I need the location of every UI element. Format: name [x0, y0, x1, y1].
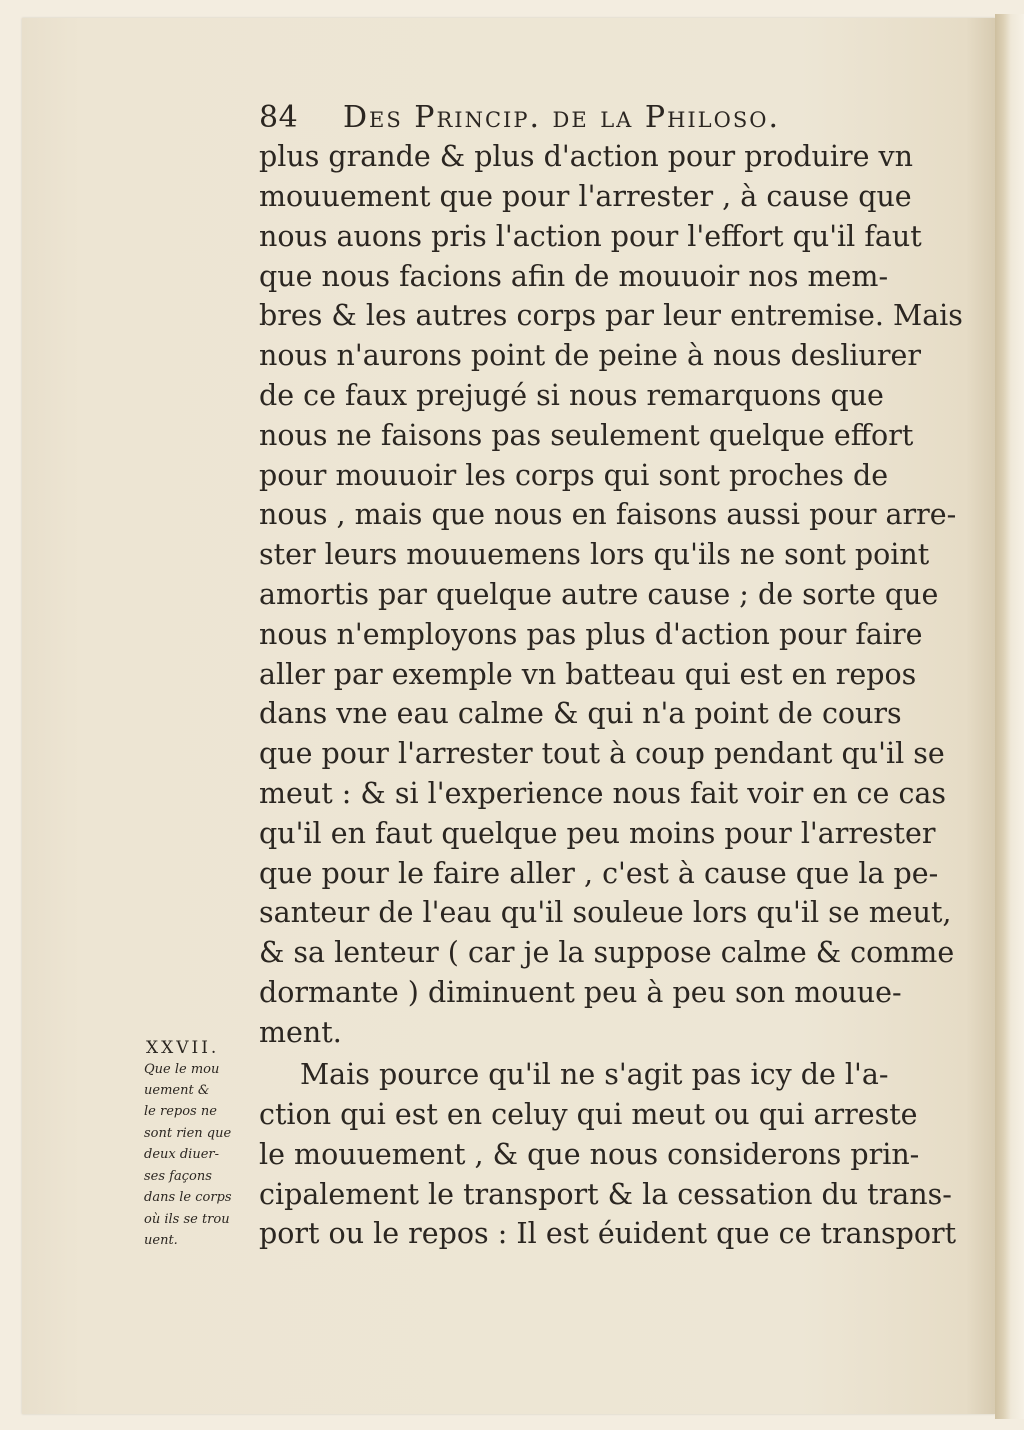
text-line: mouuement que pour l'arrester , à cause que: [259, 180, 912, 213]
text-line: plus grande & plus d'action pour produire vn: [259, 140, 913, 173]
running-title: Des Princip. de la Philoso.: [343, 100, 780, 135]
text-line: amortis par quelque autre cause ; de sorte que: [259, 578, 939, 611]
page-number: 84: [259, 100, 299, 135]
text-line: que nous facions afin de mouuoir nos mem-: [259, 260, 889, 293]
margin-note-line: sont rien que: [144, 1126, 232, 1141]
text-line: nous n'aurons point de peine à nous desliurer: [259, 339, 922, 372]
text-line: aller par exemple vn batteau qui est en repos: [259, 658, 917, 691]
text-line: nous ne faisons pas seulement quelque effort: [259, 419, 914, 452]
text-line: bres & les autres corps par leur entremise. Mais: [259, 299, 963, 332]
text-line: dans vne eau calme & qui n'a point de cours: [259, 697, 902, 730]
text-line: port ou le repos : Il est éuident que ce transport: [259, 1217, 957, 1250]
text-line: meut : & si l'experience nous fait voir en ce cas: [259, 777, 947, 810]
text-line: de ce faux prejugé si nous remarquons que: [259, 379, 884, 412]
text-line: nous n'employons pas plus d'action pour faire: [259, 618, 923, 651]
text-line: santeur de l'eau qu'il souleue lors qu'il se meut,: [259, 896, 952, 929]
margin-note-line: ses façons: [144, 1169, 212, 1184]
text-line: dormante ) diminuent peu à peu son mouue-: [259, 976, 902, 1009]
text-line: nous , mais que nous en faisons aussi pour arre-: [259, 498, 957, 531]
margin-note-line: dans le corps: [144, 1190, 232, 1205]
text-line: qu'il en faut quelque peu moins pour l'arrester: [259, 817, 936, 850]
text-line: ction qui est en celuy qui meut ou qui arreste: [259, 1098, 918, 1131]
margin-note-line: le repos ne: [144, 1104, 217, 1119]
text-line: cipalement le transport & la cessation du trans-: [259, 1178, 952, 1211]
margin-note-line: uent.: [144, 1233, 178, 1248]
text-line: ment.: [259, 1016, 342, 1049]
text-line: nous auons pris l'action pour l'effort qu'il faut: [259, 220, 922, 253]
text-line: que pour l'arrester tout à coup pendant qu'il se: [259, 737, 945, 770]
text-line: le mouuement , & que nous considerons prin-: [259, 1138, 920, 1171]
margin-note-line: deux diuer-: [144, 1147, 220, 1162]
page-edge: [995, 14, 1024, 1419]
margin-note-line: Que le mou: [144, 1062, 220, 1077]
paragraph-start-line: Mais pource qu'il ne s'agit pas icy de l'a-: [300, 1058, 889, 1091]
running-header: [259, 100, 889, 140]
text-line: ster leurs mouuemens lors qu'ils ne sont point: [259, 538, 930, 571]
margin-note-line: uement &: [144, 1083, 210, 1098]
text-line: pour mouuoir les corps qui sont proches de: [259, 459, 889, 492]
text-line: & sa lenteur ( car je la suppose calme & comme: [259, 936, 955, 969]
margin-note-line: où ils se trou: [144, 1212, 230, 1227]
margin-note-heading: XXVII.: [146, 1038, 220, 1058]
text-line: que pour le faire aller , c'est à cause que la pe-: [259, 857, 939, 890]
